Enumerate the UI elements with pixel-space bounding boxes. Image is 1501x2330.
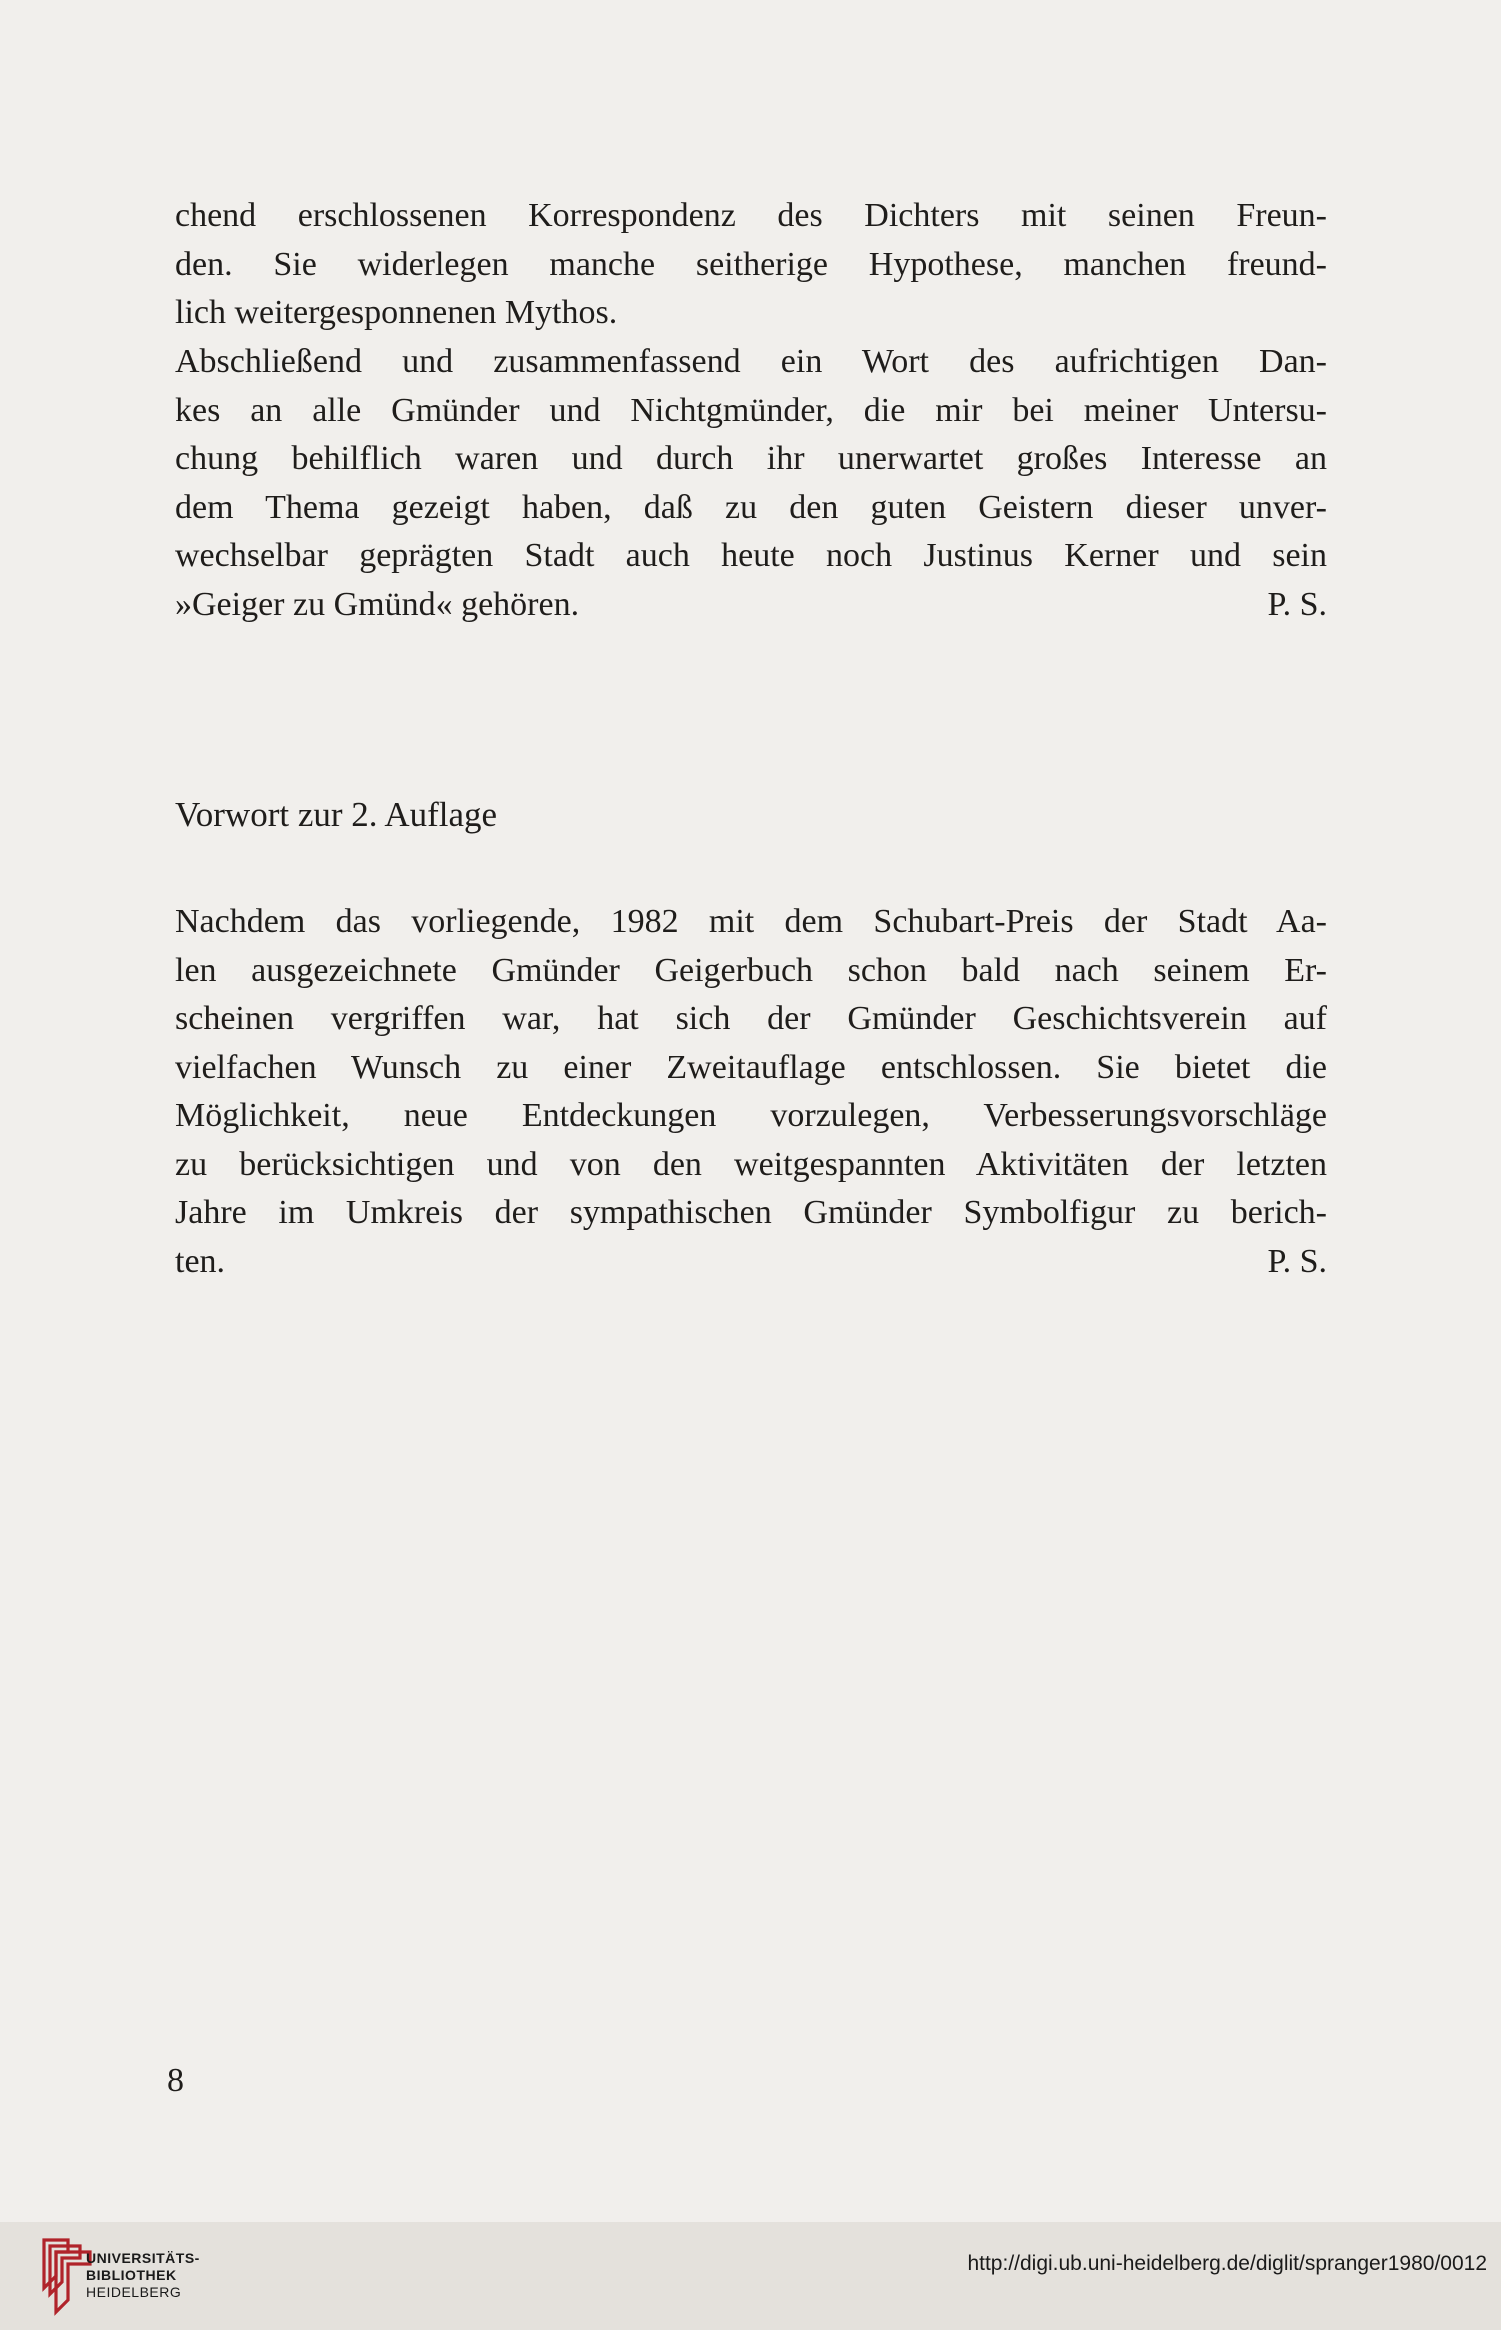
text-line: »Geiger zu Gmünd« gehören.	[175, 585, 580, 623]
text-line: ten.	[175, 1242, 226, 1280]
text-line: zu berücksichtigen und von den weitgespannten Aktivitäten der letzten	[175, 1145, 1327, 1183]
text-line: vielfachen Wunsch zu einer Zweitauflage entschlossen. Sie bietet die	[175, 1048, 1327, 1086]
library-name-line: UNIVERSITÄTS-	[86, 2250, 200, 2266]
text-line: den. Sie widerlegen manche seitherige Hypothese, manchen freund-	[175, 245, 1327, 283]
text-line: dem Thema gezeigt haben, daß zu den guten Geistern dieser unver-	[175, 488, 1327, 526]
library-name	[86, 2250, 200, 2301]
section-heading: Vorwort zur 2. Auflage	[175, 795, 498, 834]
text-line: Abschließend und zusammenfassend ein Wort des aufrichtigen Dan-	[175, 343, 1327, 380]
text-line: chung behilflich waren und durch ihr unerwartet großes Interesse an	[175, 440, 1327, 477]
text-line-signed	[175, 1238, 1327, 1287]
page-number: 8	[167, 2062, 184, 2099]
library-name-line: HEIDELBERG	[86, 2284, 182, 2300]
text-line: Jahre im Umkreis der sympathischen Gmünder Symbolfigur zu berich-	[175, 1194, 1327, 1231]
text-line: scheinen vergriffen war, hat sich der Gmünder Geschichtsverein auf	[175, 1000, 1327, 1037]
text-line: Nachdem das vorliegende, 1982 mit dem Schubart-Preis der Stadt Aa-	[175, 903, 1327, 940]
text-line-signed	[175, 581, 1327, 630]
text-line: Möglichkeit, neue Entdeckungen vorzulegen, Verbesserungsvorschläge	[175, 1097, 1327, 1134]
text-line: chend erschlossenen Korrespondenz des Dichters mit seinen Freun-	[175, 197, 1327, 234]
source-url-link[interactable]: http://digi.ub.uni-heidelberg.de/diglit/spranger1980/0012	[967, 2252, 1487, 2275]
library-name-line: BIBLIOTHEK	[86, 2267, 177, 2283]
author-signature: P. S.	[1267, 1242, 1327, 1280]
text-line: kes an alle Gmünder und Nichtgmünder, die mir bei meiner Untersu-	[175, 391, 1327, 429]
paragraph-acknowledgement	[175, 338, 1327, 629]
digitization-footer	[0, 2222, 1501, 2330]
text-line: wechselbar geprägten Stadt auch heute noch Justinus Kerner und sein	[175, 537, 1327, 574]
paragraph-closing-correspondence	[175, 192, 1327, 338]
text-line: lich weitergesponnenen Mythos.	[175, 294, 618, 331]
author-signature: P. S.	[1267, 585, 1327, 623]
text-line: len ausgezeichnete Gmünder Geigerbuch schon bald nach seinem Er-	[175, 951, 1327, 989]
paragraph-second-edition	[175, 898, 1327, 1286]
